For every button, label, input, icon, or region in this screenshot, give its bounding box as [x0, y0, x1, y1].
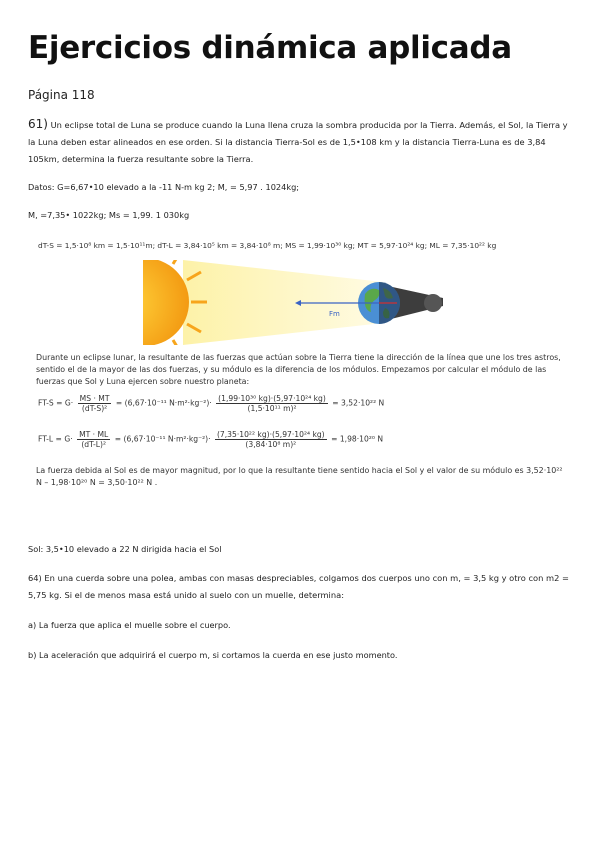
explanation-1: Durante un eclipse lunar, la resultante de las fuerzas que actúan sobre la Tierra tiene la dirección de la línea que une los tres astros, sentido el de la mayor de las dos fuerzas, y su módulo es la diferencia de los módulos. Empezamos por calcular el módulo de las fuerzas que Sol y Luna ejercen sobre nuestro planeta:: [36, 353, 561, 386]
eq2-result: = 1,98·10²⁰ N: [331, 434, 384, 444]
equation-moon-force: [38, 430, 383, 449]
ex64-statement: 64) En una cuerda sobre una polea, ambas con masas despreciables, colgamos dos cuerpos uno con m, = 3,5 kg y otro con m2 = 5,75 kg. Si el de menos masa está unido al suelo con un muelle, determina:: [28, 573, 569, 600]
ex61-number: 61): [28, 117, 48, 131]
force-label: Fm: [329, 310, 340, 318]
ex64-part-a: a) La fuerza que aplica el muelle sobre el cuerpo.: [28, 620, 231, 630]
eq2-mid: = (6,67·10⁻¹¹ N·m²·kg⁻²)·: [114, 434, 211, 444]
ex61-datos-2: M, =7,35• 1022kg; Ms = 1,99. 1 030kg: [28, 210, 190, 220]
page-title: Ejercicios dinámica aplicada: [28, 30, 512, 66]
equation-sun-force: [38, 394, 384, 413]
eq2-frac2: $\frac{\text{(7,35·10²² kg)·(5,97·10²⁴ kg)}}{\text{(3,84·10⁸ m)²}}$: [216, 430, 325, 449]
page-label: Página 118: [28, 88, 95, 102]
explanation-2: La fuerza debida al Sol es de mayor magnitud, por lo que la resultante tiene sentido hacia el Sol y el valor de su módulo es 3,52·10²² N – 1,98·10²⁰ N = 3,50·10²² N .: [36, 466, 563, 487]
eclipse-diagram: [143, 260, 459, 345]
eq1-result: = 3,52·10²² N: [332, 398, 385, 408]
eq1-frac2: $\frac{\text{(1,99·10³⁰ kg)·(5,97·10²⁴ kg)}}{\text{(1,5·10¹¹ m)²}}$: [218, 394, 326, 413]
eq2-frac1: $\frac{MT \cdot ML}{\text{(dT-L)²}}$: [79, 430, 109, 449]
constants-line: dT-S = 1,5·10⁸ km = 1,5·10¹¹m; dT-L = 3,84·10⁵ km = 3,84·10⁸ m; MS = 1,99·10³⁰ kg; MT = 5,97·10²⁴ kg; ML = 7,35·10²² kg: [38, 241, 497, 250]
eq2-lhs: FT-L = G·: [38, 434, 73, 444]
ex61-datos-1: Datos: G=6,67•10 elevado a la -11 N-m kg 2; M, = 5,97 . 1024kg;: [28, 182, 300, 192]
moon: [424, 294, 442, 312]
ex64-part-b: b) La aceleración que adquirirá el cuerpo m, si cortamos la cuerda en ese justo momento.: [28, 650, 398, 660]
ex61-text: Un eclipse total de Luna se produce cuando la Luna llena cruza la sombra producida por la Tierra. Además, el Sol, la Tierra y la Luna deben estar alineados en ese orden. Si la distancia Tierra-Sol es de 1,5•108 km y la distancia Tierra-Luna es de 3,84 105km, determina la fuerza resultante sobre la Tierra.: [28, 120, 568, 164]
eq1-mid: = (6,67·10⁻¹¹ N·m²·kg⁻²)·: [115, 398, 212, 408]
eq1-frac1: $\frac{MS \cdot MT}{\text{(dT-S)²}}$: [79, 394, 110, 413]
ex61-solution: Sol: 3,5•10 elevado a 22 N dirigida hacia el Sol: [28, 544, 222, 554]
ex61-statement: [28, 116, 576, 168]
eq1-lhs: FT-S = G·: [38, 398, 74, 408]
